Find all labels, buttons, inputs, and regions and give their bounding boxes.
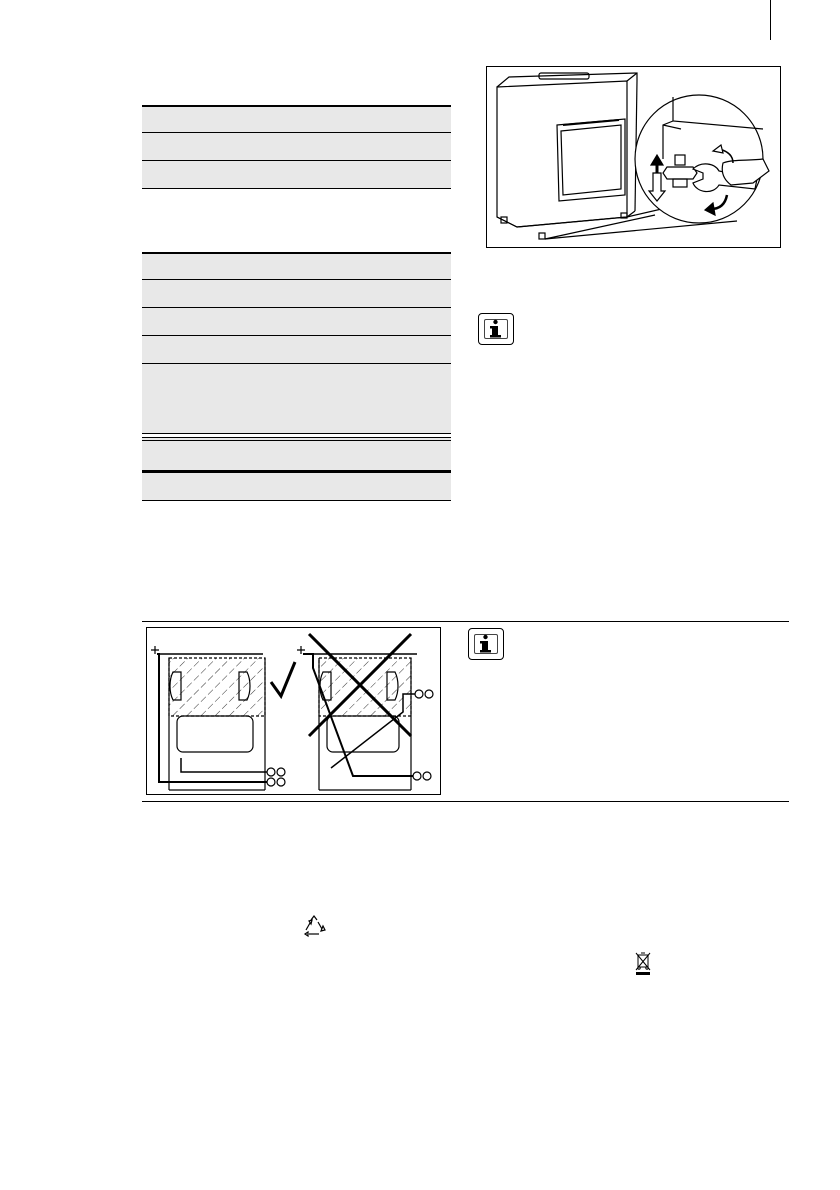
table-row <box>142 161 451 189</box>
table-row <box>142 437 451 471</box>
crossed-out-wheelie-bin-icon <box>634 951 652 977</box>
crop-mark <box>770 0 771 40</box>
cooker-leveling-foot-wrench-illustration <box>487 67 780 247</box>
section-divider <box>142 621 789 622</box>
table-row <box>142 133 451 161</box>
table-row <box>142 105 451 133</box>
table-row <box>142 308 451 336</box>
spec-table-1 <box>142 105 451 189</box>
leveling-figure <box>486 66 781 248</box>
info-icon <box>478 313 514 345</box>
table-row <box>142 336 451 364</box>
info-icon <box>468 628 504 660</box>
table-row <box>142 280 451 308</box>
cable-routing-correct-incorrect-illustration <box>147 628 440 794</box>
table-row <box>142 252 451 280</box>
table-row <box>142 364 451 434</box>
spec-table-2 <box>142 252 451 434</box>
table-row <box>142 471 451 501</box>
recycle-icon <box>301 914 327 940</box>
section-divider <box>142 801 789 802</box>
cable-routing-figure <box>146 627 441 795</box>
spec-table-3 <box>142 437 451 501</box>
